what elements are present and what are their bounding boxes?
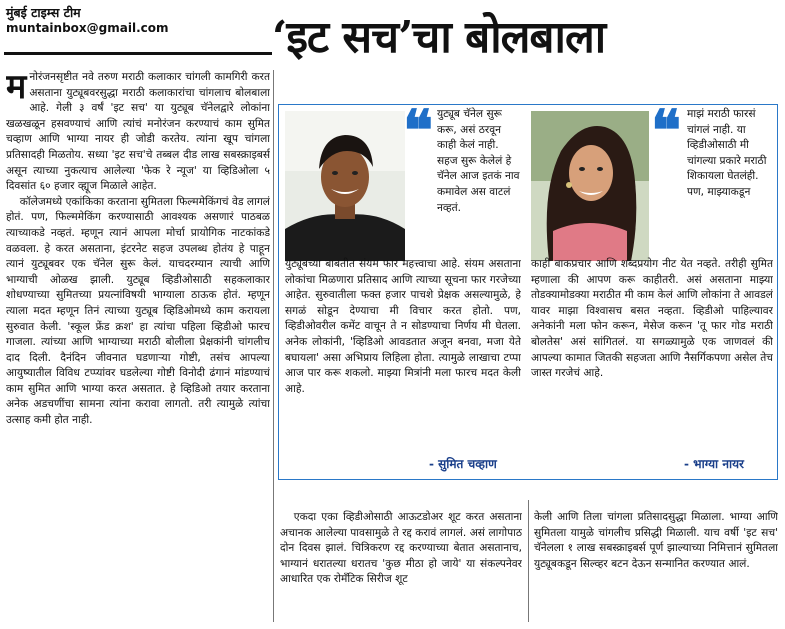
bhagya-quote-body: काही बाकप्रचार आणि शब्दप्रयोग नीट येत नव्हते. तरीही सुमित म्हणाला की आपण करू काहीतरी. असं असताना माझ्या तोडक्यामोडक्या मराठीत मी काम केलं आणि लोकांना ते आवडलं यावर माझा विश्वासच बसत नव्हता. व्हिडीओ पाहिल्यावर अनेकांनी मला फोन करून, मेसेज करून 'तू फार गोड मराठी बोलतेस' असं सांगितलं. या सगळ्यामुळे एक जाणवलं की आपल्या कामात जितकी सहजता आणि नैसर्गिकपणा असेल तेच जास्त गरजेचं आहे. xyxy=(531,258,773,380)
column-divider-left xyxy=(273,70,274,622)
bottom-column-middle xyxy=(280,510,522,624)
drop-cap: म xyxy=(6,70,27,107)
sumit-quote-body: युट्यूबच्या बाबतीत संयम फार महत्त्वाचा आहे. संयम असताना लोकांचा मिळणारा प्रतिसाद आणि त्याच्या सूचना फार गरजेच्या आहेत. सुरुवातीला फक्त हजार पाचशे प्रेक्षक असल्यामुळे, हे सगळं सोडून देण्याचा मी विचार करत होतो. पण, व्हिडीओवरील कमेंट वाचून ते न सोडण्याचा निर्णय मी घेतला. अनेक लोकांनी, 'व्हिडिओ आवडतात अजून बनवा, मजा येते बघायला' असा अभिप्राय लिहिला होता. त्यामुळे लाखाचा टप्पा आज पार करू शकलो. माझ्या मित्रांनी मला फारच मदत केली आहे. xyxy=(285,258,521,395)
quote-mark-icon: ❝ xyxy=(403,98,434,164)
bhagya-portrait-image xyxy=(531,111,649,261)
left-paragraph-1-text: नोरंजनसृष्टीत नवे तरुण मराठी कलाकार चांगली कामगिरी करत असताना युट्यूबवरसुद्धा मराठी कलाकारांचा चांगलाच बोलबाला आहे. गेली ३ वर्षं 'इट सच' या युट्यूब चॅनेलद्वारे लोकांना खळखळून हसवण्याचं आणि त्यांचं मनोरंजन करण्याचं काम सुमित चव्हाण आणि भाग्या नायर ही जोडी करतेय. त्यांना खूप चांगला प्रतिसादही मिळतोय. सध्या 'इट सच'चे तब्बल दीड लाख सबस्क्राइबर्स असून त्याच्या नुकत्याच आलेल्या 'फेक रे न्यूज' या व्हिडिओला ५ दिवसांत ६० हजार व्ह्यूज मिळाले आहेत. xyxy=(6,71,270,193)
bottom-column-right xyxy=(534,510,778,624)
headline: ‘इट सच’चा बोलबाला xyxy=(272,12,606,63)
bhagya-photo xyxy=(531,111,649,261)
bottom-right-paragraph: केली आणि तिला चांगला प्रतिसादसुद्धा मिळाला. भाग्या आणि सुमितला यामुळे चांगलीच प्रसिद्धी मिळाली. याच वर्षी 'इट सच' चॅनेलला १ लाख सबस्क्राइबर्स पूर्ण झाल्याच्या निमित्तानं सुमितला युट्यूबकडून सिल्व्हर बटन देऊन सन्मानित करण्यात आलं. xyxy=(534,511,778,570)
byline: मुंबई टाइम्स टीम xyxy=(6,5,81,20)
sumit-photo xyxy=(285,111,405,261)
quote-box xyxy=(278,98,778,480)
bhagya-quote-top: माझं मराठी फारसं चांगलं नाही. या व्हिडीओसाठी मी चांगल्या प्रकारे मराठी शिकायला घेतलंही. पण, माझ्याकडून xyxy=(687,108,767,198)
left-paragraph-1 xyxy=(6,70,270,195)
left-paragraph-2: कॉलेजमध्ये एकांकिका करताना सुमितला फिल्ममेकिंगचं वेड लागलं होतं. पण, फिल्ममेकिंग करण्यासाठी आवश्यक असणारं पाठबळ त्याच्याकडे नव्हतं. म्हणून त्यानं आपला मोर्चा प्रायोगिक नाटकांकडे वळवला. हे करत असताना, इंटरनेट सहज उपलब्ध होतंय हे पाहून त्यानं युट्यूबवर एक चॅनेल सुरू केलं. याचदरम्यान त्याची आणि भाग्याची ओळख झाली. युट्यूब व्हिडीओसाठी सहकलाकार शोधण्याच्या सुमितच्या प्रयत्नांविषयी भाग्याला ठाऊक होतं. म्हणून त्याला मदत म्हणून तिनं त्याच्या युट्यूब व्हिडिओमध्ये काम करायला सुरुवात केली. 'स्कूल फ्रेंड क्रश' हा त्यांचा पहिला व्हिडीओ फारच गाजला. त्यांच्या आणि भाग्याच्या मराठी बोलीला प्रेक्षकांनी चांगलीच दाद दिली. दैनंदिन जीवनात घडणाऱ्या गोष्टी, तसंच आपल्या आयुष्यातील विविध टप्प्यांवर घडलेल्या गोष्टी विनोदी ढंगानं मांडण्याचं काम सुमित आणि भाग्या करत असतात. हे व्हिडिओ तयार करताना अनेक अडचणींचा सामना त्यांना करावा लागतो. तरी त्यामुळे त्यांचा उत्साह कमी होत नाही. xyxy=(6,195,270,427)
sumit-signature: - सुमित चव्हाण xyxy=(429,457,497,471)
bottom-middle-paragraph: एकदा एका व्हिडीओसाठी आऊटडोअर शूट करत असताना अचानक आलेल्या पावसामुळे ते रद्द करावं लागलं. असं लागोपाठ दोन दिवस झालं. चित्रिकरण रद्द करण्याच्या बेतात असतानाच, भाग्यानं धरातल्या धरातच 'कुछ मीठा हो जाये' या संकल्पनेवर आधारित एक रोमँटिक सिरीज शूट xyxy=(280,511,522,586)
quote-mark-icon: ❝ xyxy=(651,98,682,164)
column-divider-bottom xyxy=(528,500,529,622)
sumit-quote-top: युट्यूब चॅनेल सुरू करू, असं ठरवून काही केलं नाही. सहज सुरू केलेलं हे चॅनेल आज इतकं नाव कमावेल अस वाटलं नव्हतं. xyxy=(437,108,520,214)
byline-rule xyxy=(4,52,272,55)
sumit-portrait-image xyxy=(285,111,405,261)
bhagya-signature: - भाग्या नायर xyxy=(684,457,744,471)
email-address: muntainbox@gmail.com xyxy=(6,21,169,35)
left-column xyxy=(6,70,270,622)
